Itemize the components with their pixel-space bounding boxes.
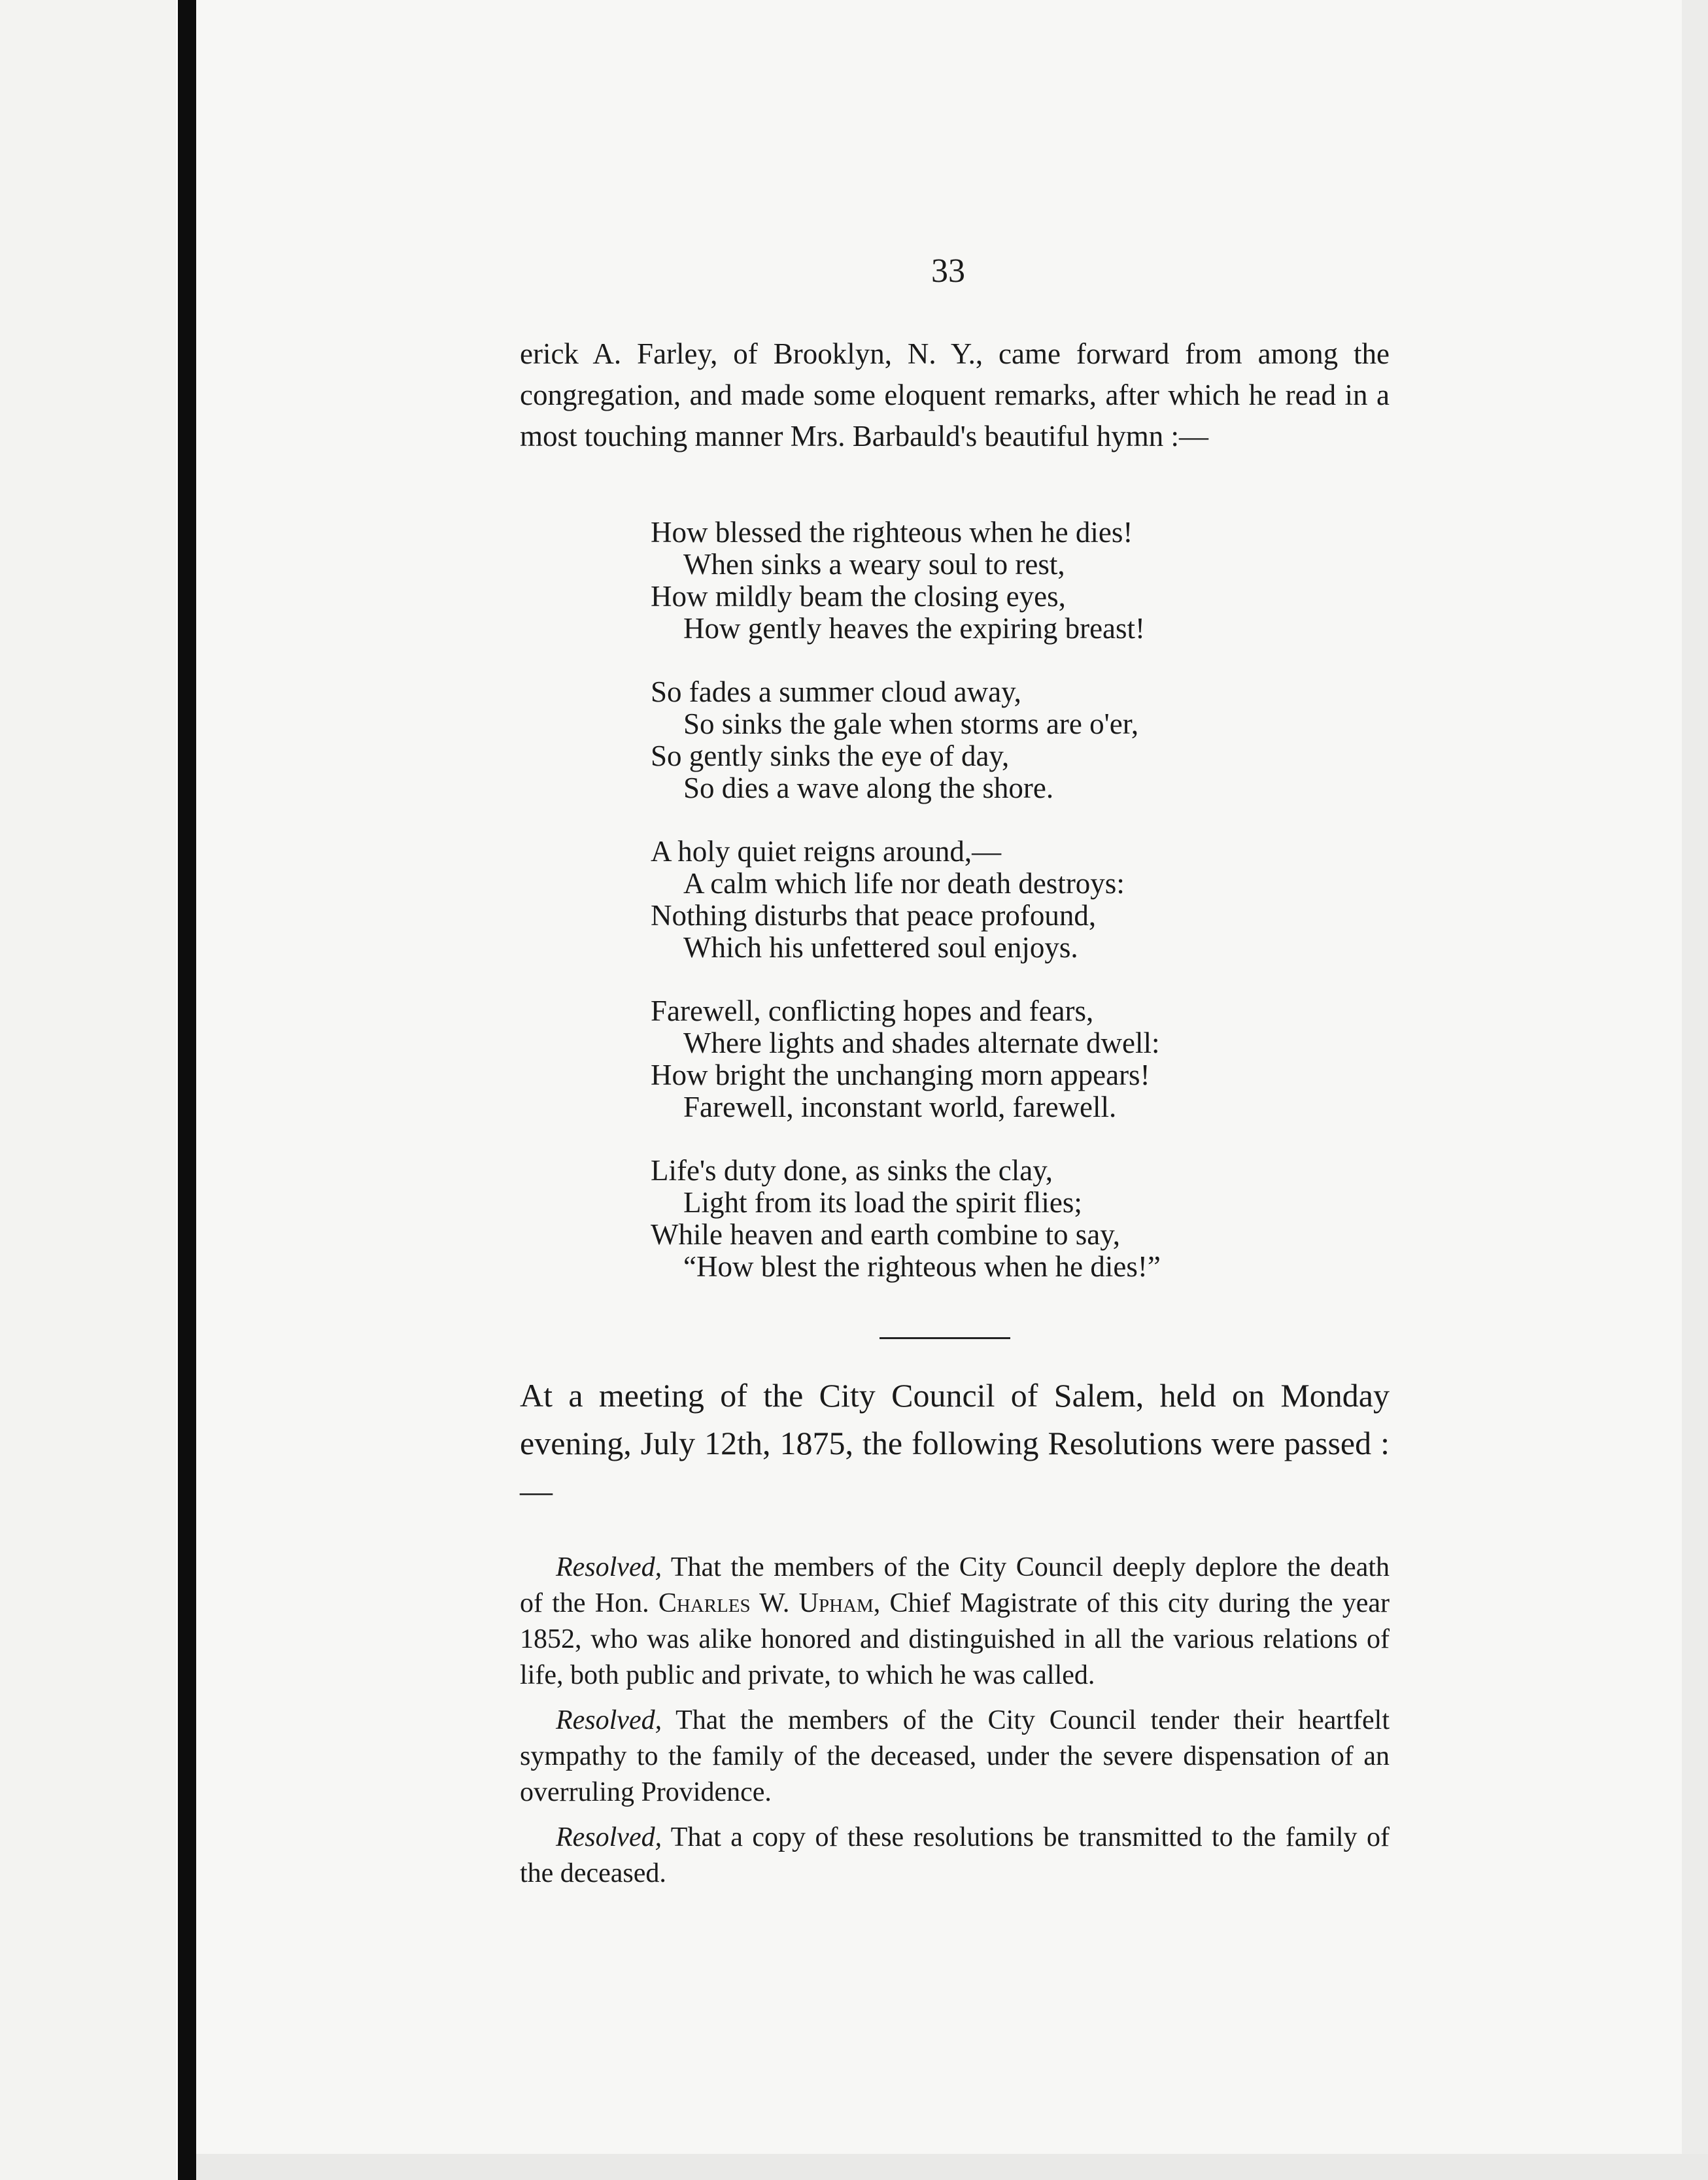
hymn-stanza bbox=[651, 676, 1331, 804]
hymn-line: So sinks the gale when storms are o'er, bbox=[683, 707, 1139, 740]
hymn-line: Farewell, inconstant world, farewell. bbox=[683, 1091, 1117, 1123]
council-meeting-paragraph: At a meeting of the City Council of Salem, held on Monday evening, July 12th, 1875, the following Resolutions were passed :— bbox=[520, 1377, 1390, 1509]
hymn-stanza bbox=[651, 995, 1331, 1123]
hymn-line: Light from its load the spirit flies; bbox=[683, 1186, 1082, 1219]
resolved-label: Resolved, bbox=[556, 1552, 662, 1582]
resolved-label: Resolved, bbox=[556, 1705, 662, 1735]
resolved-label: Resolved, bbox=[556, 1822, 662, 1852]
hymn-line: Farewell, conflicting hopes and fears, bbox=[651, 995, 1094, 1027]
page-right-edge bbox=[1682, 0, 1708, 2180]
hymn-line: A holy quiet reigns around,— bbox=[651, 835, 1002, 868]
book-binding-shadow bbox=[178, 0, 196, 2180]
resolution bbox=[520, 1820, 1390, 1892]
honoree-name: Charles W. Upham bbox=[658, 1588, 874, 1618]
hymn-line: When sinks a weary soul to rest, bbox=[683, 548, 1065, 581]
hymn-line: Which his unfettered soul enjoys. bbox=[683, 931, 1078, 964]
section-divider bbox=[880, 1337, 1010, 1339]
hymn-line: Life's duty done, as sinks the clay, bbox=[651, 1154, 1053, 1187]
hymn-line: A calm which life nor death destroys: bbox=[683, 867, 1125, 900]
hymn-line: Nothing disturbs that peace profound, bbox=[651, 899, 1097, 932]
hymn-stanza bbox=[651, 1155, 1331, 1283]
resolution-text: That the members of the City Council tender their heartfelt sympathy to the family of the deceased, under the severe dispensation of an overruling Providence. bbox=[520, 1705, 1390, 1807]
hymn-line: So gently sinks the eye of day, bbox=[651, 740, 1010, 772]
hymn-line: While heaven and earth combine to say, bbox=[651, 1218, 1121, 1251]
hymn-line: So fades a summer cloud away, bbox=[651, 675, 1021, 708]
hymn-line: Where lights and shades alternate dwell: bbox=[683, 1027, 1160, 1059]
resolution bbox=[520, 1550, 1390, 1694]
hymn-line: So dies a wave along the shore. bbox=[683, 772, 1054, 804]
hymn-stanza bbox=[651, 517, 1331, 645]
resolution-text: That a copy of these resolutions be transmitted to the family of the deceased. bbox=[520, 1822, 1390, 1888]
hymn-line: “How blest the righteous when he dies!” bbox=[683, 1250, 1161, 1283]
scan-left-margin bbox=[0, 0, 177, 2180]
resolution-text: That the members of the City Council deeply deplore the death of the Hon. bbox=[520, 1552, 1390, 1618]
hymn bbox=[651, 517, 1331, 1314]
hymn-line: How bright the unchanging morn appears! bbox=[651, 1059, 1150, 1091]
resolutions bbox=[520, 1550, 1390, 1901]
hymn-stanza bbox=[651, 836, 1331, 964]
hymn-line: How blessed the righteous when he dies! bbox=[651, 516, 1133, 549]
hymn-line: How gently heaves the expiring breast! bbox=[683, 612, 1146, 645]
hymn-line: How mildly beam the closing eyes, bbox=[651, 580, 1066, 613]
intro-paragraph: erick A. Farley, of Brooklyn, N. Y., came forward from among the congregation, and made some eloquent remarks, after which he read in a most touching manner Mrs. Barbauld's beautiful hymn :— bbox=[520, 337, 1390, 452]
resolution bbox=[520, 1703, 1390, 1811]
page-bottom-edge bbox=[196, 2154, 1708, 2180]
resolution-text: , Chief Magistrate of this city during the year 1852, who was alike honored and distinguished in all the various relations of life, both public and private, to which he was called. bbox=[520, 1588, 1390, 1690]
page-number: 33 bbox=[931, 252, 965, 290]
